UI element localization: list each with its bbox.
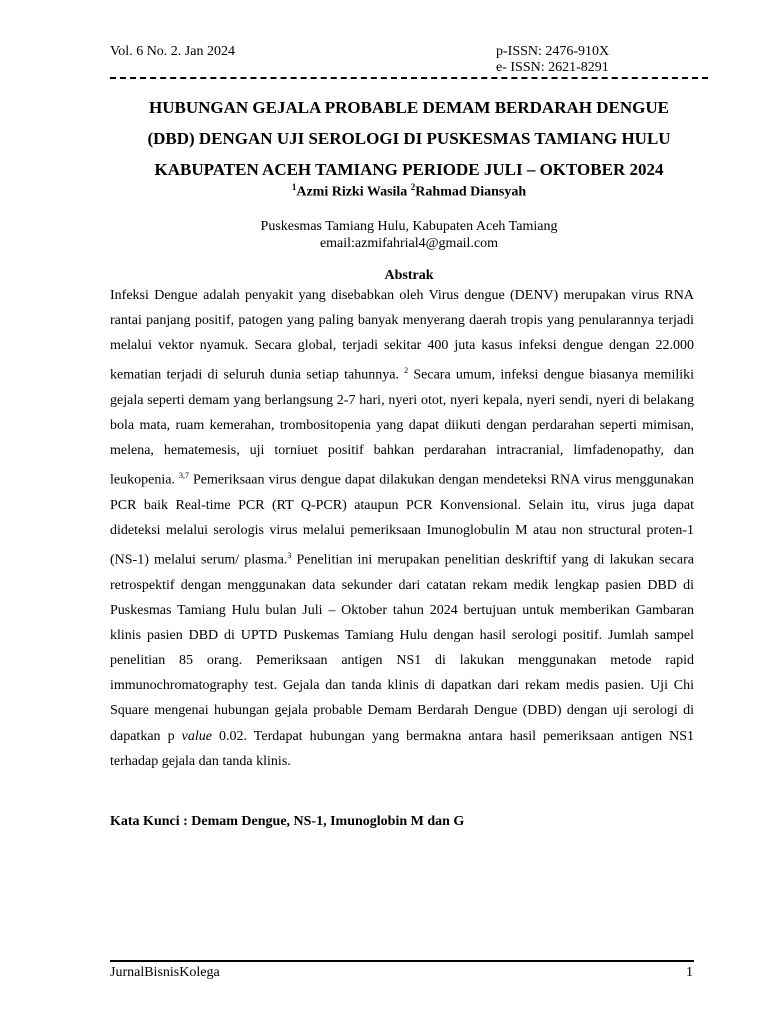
header-divider [110, 77, 708, 79]
issn-block [496, 44, 609, 76]
author-list [110, 182, 708, 201]
e-issn: e- ISSN: 2621-8291 [496, 60, 609, 75]
title-line-2: (DBD) DENGAN UJI SEROLOGI DI PUSKESMAS TAMIANG HULU [147, 129, 671, 148]
abstract-text-3: Pemeriksaan virus dengue dapat dilakukan dengan mendeteksi RNA virus menggunakan PCR baik Real-time PCR (RT Q-PCR) ataupun PCR Konvensional. Selain itu, virus juga dapat dideteksi melalui serologis virus melalui pemeriksaan Imunoglobulin M atau non structural proten-1 (NS-1) melalui serum/ plasma. [110, 472, 694, 568]
title-line-1: HUBUNGAN GEJALA PROBABLE DEMAM BERDARAH DENGUE [149, 98, 669, 117]
author-2-name: Rahmad Diansyah [415, 184, 527, 200]
citation-ref: 2 [404, 366, 409, 376]
citation-ref: 3 [287, 551, 292, 561]
abstract-italic-value: value [181, 728, 212, 744]
abstract-heading: Abstrak [384, 268, 434, 283]
author-2-superscript: 2 [410, 182, 416, 192]
affiliation: Puskesmas Tamiang Hulu, Kabupaten Aceh Tamiang [260, 219, 558, 234]
abstract-text-1: Infeksi Dengue adalah penyakit yang disebabkan oleh Virus dengue (DENV) merupakan virus RNA rantai panjang positif, patogen yang paling banyak menyerang daerah tropis yang penularannya terjadi melalui vektor nyamuk. Secara global, terjadi sekitar 400 juta kasus infeksi dengue dengan 22.000 kematian terjadi di seluruh dunia setiap tahunnya. [110, 288, 694, 383]
footer-divider [110, 960, 694, 962]
title-line-3: KABUPATEN ACEH TAMIANG PERIODE JULI – OKTOBER 2024 [154, 160, 664, 179]
citation-ref: 3,7 [178, 471, 189, 481]
affiliation-block [110, 218, 708, 252]
author-email: email:azmifahrial4@gmail.com [319, 236, 499, 251]
p-issn: p-ISSN: 2476-910X [496, 44, 610, 59]
page-number: 1 [686, 965, 693, 980]
author-1-superscript: 1 [291, 182, 297, 192]
abstract-text-5: 0.02. Terdapat hubungan yang bermakna antara hasil pemeriksaan antigen NS1 terhadap gejala dan tanda klinis. [110, 728, 695, 769]
abstract-body [110, 283, 694, 774]
volume-info: Vol. 6 No. 2. Jan 2024 [110, 44, 235, 59]
abstract-text-2: Secara umum, infeksi dengue biasanya memiliki gejala seperti demam yang berlangsung 2-7 hari, nyeri otot, nyeri kepala, nyeri sendi, nyeri di belakang bola mata, ruam kemerahan, trombositopenia yang dapat diikuti dengan perdarahan seperti mimisan, melena, hematemesis, uji torniuet positif bahkan perdarahan intracranial, limfadenopathy, dan leukopenia. [110, 367, 694, 488]
abstract-text-4: Penelitian ini merupakan penelitian deskriftif yang di lakukan secara retrospektif dengan menggunakan data sekunder dari catatan rekam medik lengkap pasien DBD di Puskesmas Tamiang Hulu bulan Juli – Oktober tahun 2024 bertujuan untuk memberikan Gambaran klinis pasien DBD di UPTD Puskemas Tamiang Hulu dengan hasil serologi positif. Jumlah sampel penelitian 85 orang. Pemeriksaan antigen NS1 di lakukan menggunakan metode rapid immunochromatography test. Gejala dan tanda klinis di dapatkan dari rekam medis pasien. Uji Chi Square mengenai hubungan gejala probable Demam Berdarah Dengue (DBD) dengan uji serologi di dapatkan p [110, 552, 694, 744]
footer-journal-name: JurnalBisnisKolega [110, 965, 220, 980]
author-1-name: Azmi Rizki Wasila [296, 184, 408, 200]
keywords: Kata Kunci : Demam Dengue, NS-1, Imunoglobin M dan G [110, 814, 465, 829]
paper-title [110, 92, 708, 185]
